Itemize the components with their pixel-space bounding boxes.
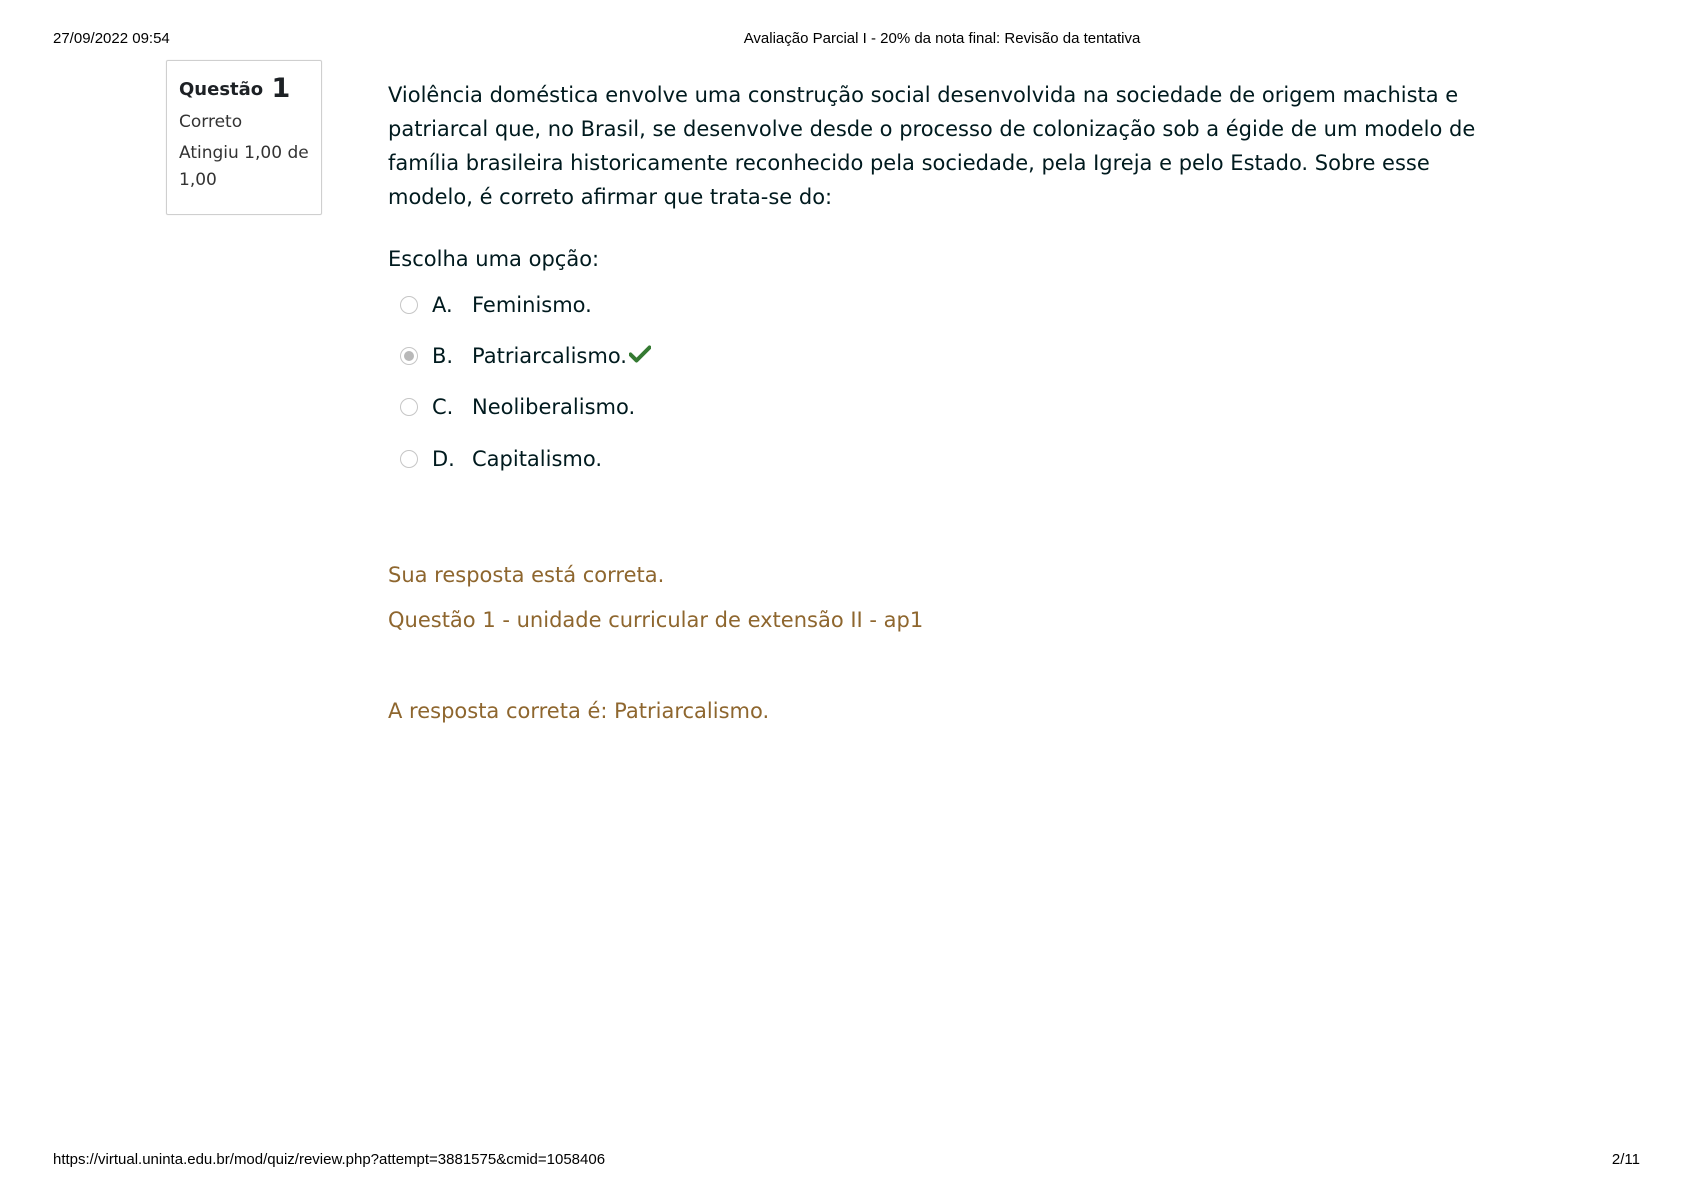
question-number: 1 <box>271 73 291 104</box>
answer-prompt: Escolha uma opção: <box>388 247 600 271</box>
radio-button-selected[interactable] <box>400 347 418 365</box>
radio-button[interactable] <box>400 398 418 416</box>
option-text: Capitalismo. <box>472 447 603 471</box>
answer-option-a[interactable] <box>400 290 820 320</box>
print-page-number: 2/11 <box>1611 1151 1640 1168</box>
general-feedback: Questão 1 - unidade curricular de extensão II - ap1 <box>388 608 924 632</box>
radio-button[interactable] <box>400 296 418 314</box>
option-letter: B. <box>432 344 454 368</box>
feedback-status: Sua resposta está correta. <box>388 563 665 587</box>
question-info-box <box>166 60 322 215</box>
question-number-heading <box>179 73 309 104</box>
question-text: Violência doméstica envolve uma construção social desenvolvida na sociedade de origem machista e patriarcal que, no Brasil, se desenvolve desde o processo de colonização sob a égide de um modelo de família brasileira historicamente reconhecido pela sociedade, pela Igreja e pelo Estado. Sobre esse modelo, é correto afirmar que trata-se do: <box>388 83 1476 209</box>
answer-option-d[interactable] <box>400 444 820 474</box>
answer-option-c[interactable] <box>400 392 820 422</box>
print-date: 27/09/2022 09:54 <box>53 30 170 47</box>
option-letter: D. <box>432 447 455 471</box>
radio-button[interactable] <box>400 450 418 468</box>
option-letter: A. <box>432 293 453 317</box>
option-text: Feminismo. <box>472 293 592 317</box>
print-url: https://virtual.uninta.edu.br/mod/quiz/review.php?attempt=3881575&cmid=1058406 <box>53 1151 606 1168</box>
print-page-title: Avaliação Parcial I - 20% da nota final: Revisão da tentativa <box>743 30 1141 47</box>
check-icon <box>629 344 651 368</box>
option-text: Neoliberalismo. <box>472 395 636 419</box>
right-answer: A resposta correta é: Patriarcalismo. <box>388 699 770 723</box>
question-grade: Atingiu 1,00 de 1,00 <box>179 143 309 190</box>
option-letter: C. <box>432 395 454 419</box>
option-text: Patriarcalismo. <box>472 344 627 368</box>
question-state: Correto <box>179 112 243 132</box>
question-label: Questão <box>179 79 264 100</box>
answer-option-b[interactable] <box>400 341 820 371</box>
